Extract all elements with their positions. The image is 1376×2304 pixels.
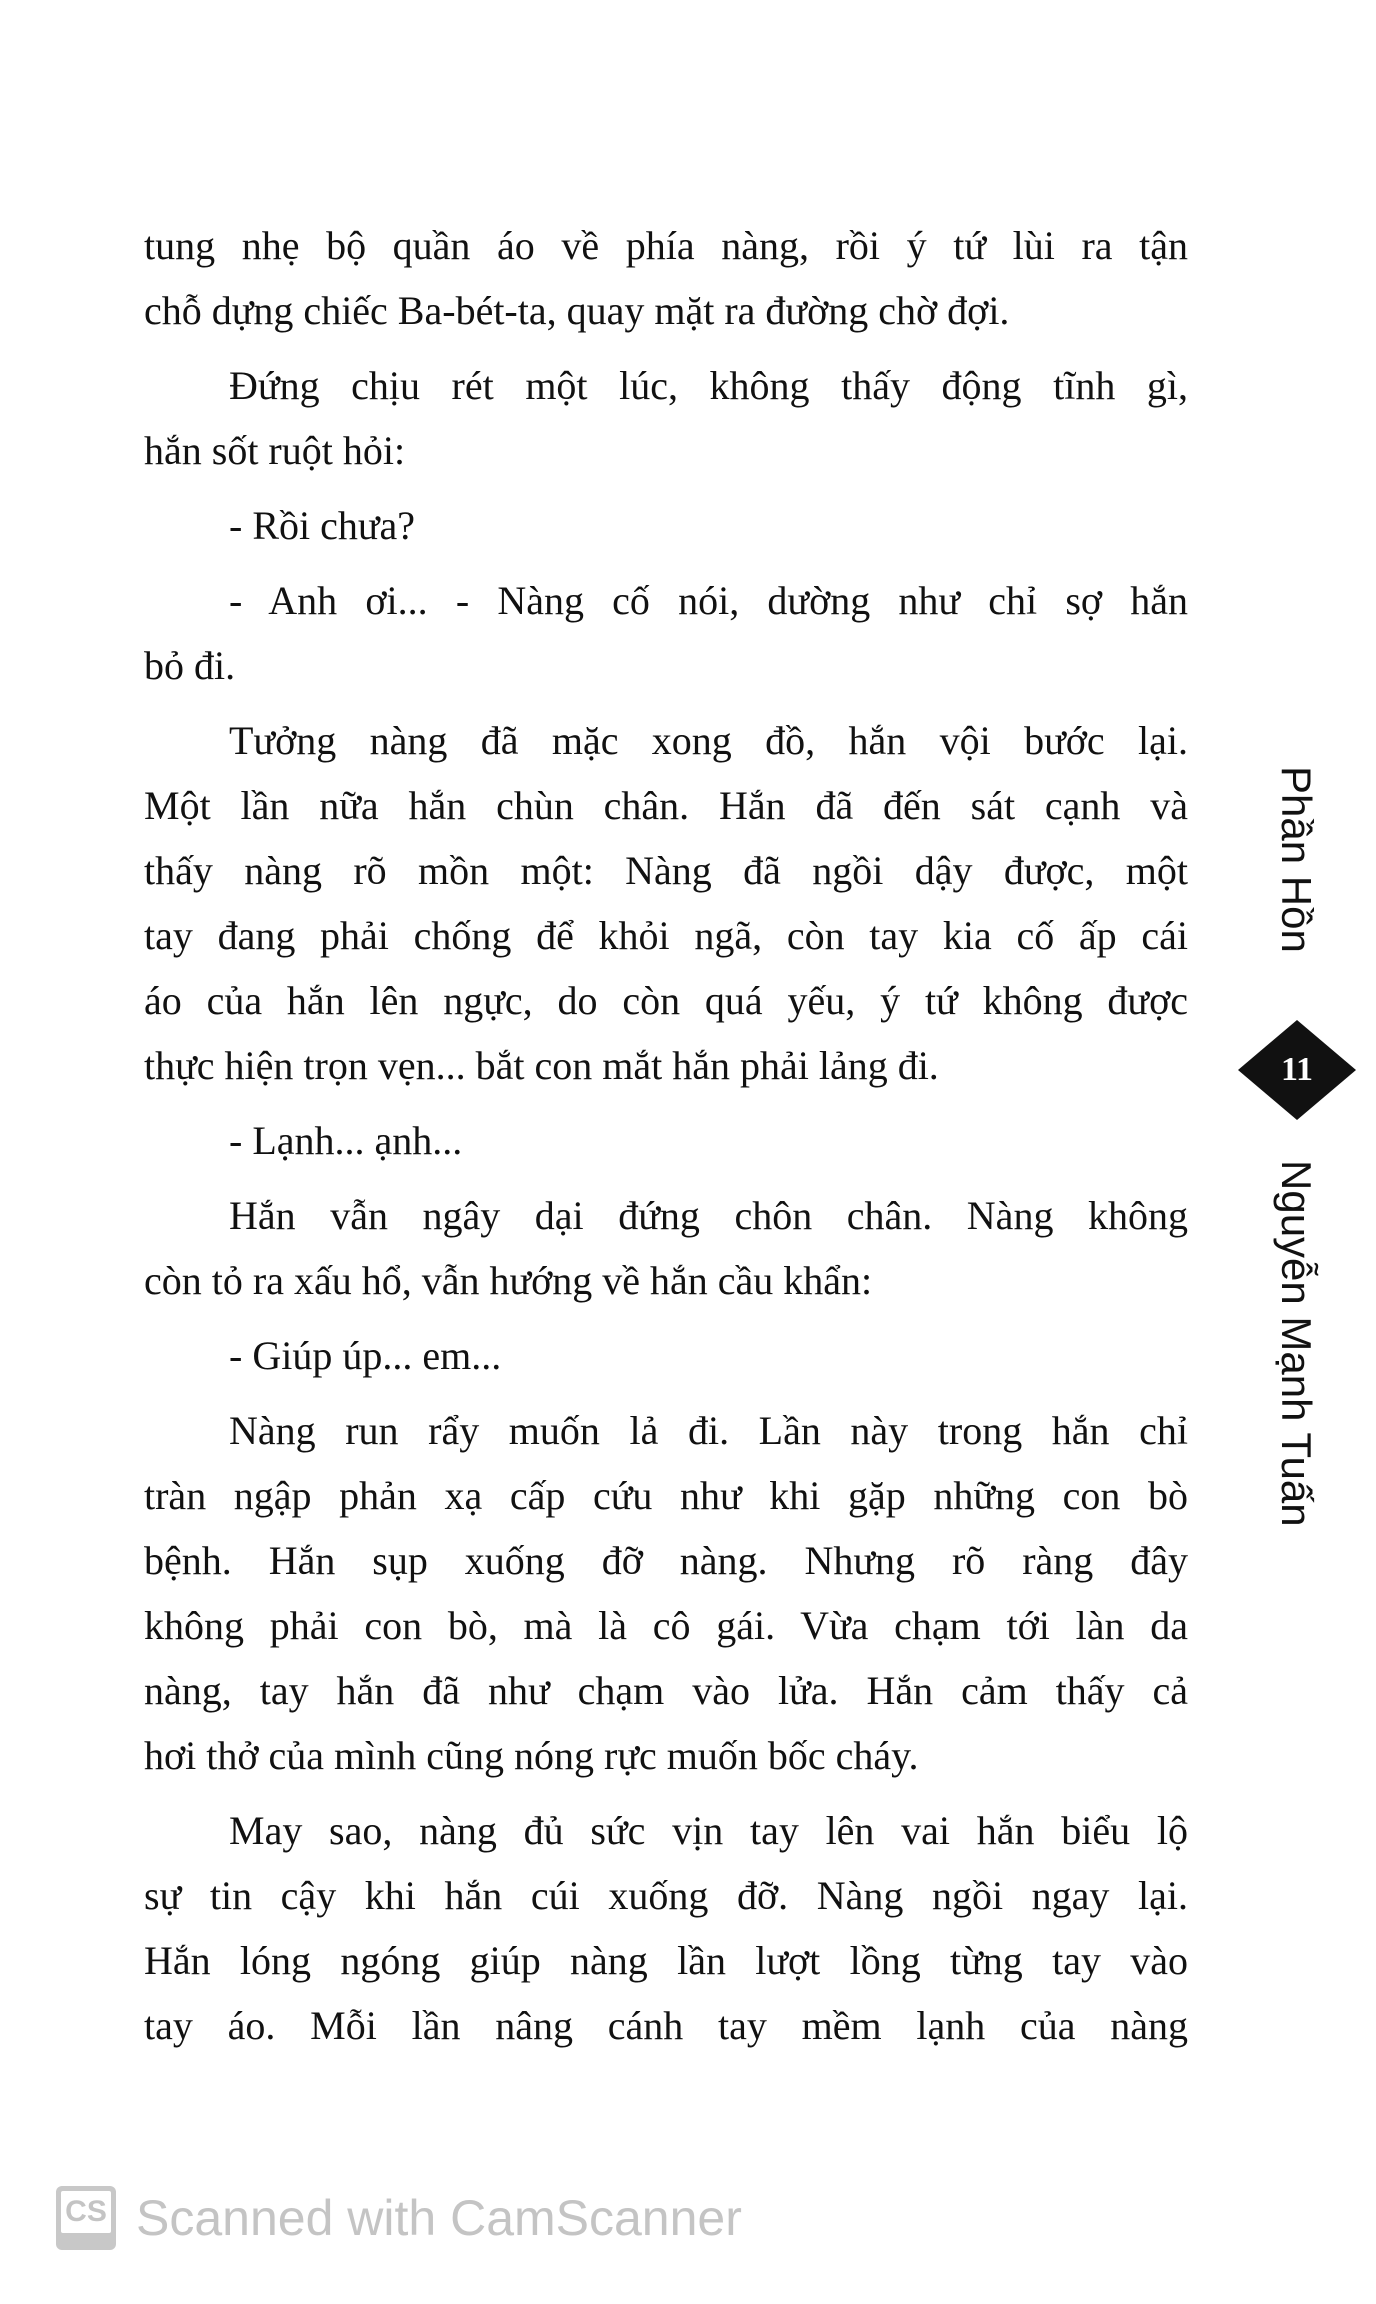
paragraph [144,1183,1188,1313]
watermark-text: Scanned with CamScanner [136,2190,742,2246]
running-header-book-title: Phần Hồn [1273,766,1320,953]
paragraph [144,1798,1188,2058]
text-line: May sao, nàng đủ sức vịn tay lên vai hắn biểu lộ [229,1808,1188,1853]
paragraph [144,568,1188,698]
text-line: tràn ngập phản xạ cấp cứu như khi gặp những con bò [144,1473,1188,1518]
camscanner-watermark [56,2186,742,2250]
running-header-author: Nguyễn Mạnh Tuấn [1273,1160,1320,1527]
page-body-text [144,213,1188,2058]
text-line: Hắn vẫn ngây dại đứng chôn chân. Nàng không [229,1193,1188,1238]
text-line: bỏ đi. [144,643,236,688]
text-line: Đứng chịu rét một lúc, không thấy động tĩnh gì, [229,363,1188,408]
text-line: Một lần nữa hắn chùn chân. Hắn đã đến sát cạnh và [144,783,1188,828]
text-line: sự tin cậy khi hắn cúi xuống đỡ. Nàng ngồi ngay lại. [144,1873,1188,1918]
page-number-badge [1238,1020,1356,1120]
text-line: tay đang phải chống để khỏi ngã, còn tay kia cố ấp cái [144,913,1188,958]
text-line: thực hiện trọn vẹn... bắt con mắt hắn phải lảng đi. [144,1043,939,1088]
text-line: tung nhẹ bộ quần áo về phía nàng, rồi ý tứ lùi ra tận [144,223,1188,268]
paragraph [144,213,1188,343]
paragraph [144,1398,1188,1788]
paragraph [144,353,1188,483]
paragraph [144,708,1188,1098]
text-line: Hắn lóng ngóng giúp nàng lần lượt lồng từng tay vào [144,1938,1188,1983]
text-line: - Anh ơi... - Nàng cố nói, dường như chỉ sợ hắn [229,578,1188,623]
page-number: 11 [1280,1051,1314,1088]
camscanner-logo-icon [56,2186,116,2250]
text-line: - Lạnh... ạnh... [229,1118,463,1163]
paragraph [144,1323,1188,1388]
text-line: tay áo. Mỗi lần nâng cánh tay mềm lạnh của nàng [144,2003,1188,2048]
paragraph [144,493,1188,558]
text-line: Tưởng nàng đã mặc xong đồ, hắn vội bước lại. [229,718,1188,763]
text-line: còn tỏ ra xấu hổ, vẫn hướng về hắn cầu khẩn: [144,1258,873,1303]
text-line: áo của hắn lên ngực, do còn quá yếu, ý tứ không được [144,978,1188,1023]
text-line: hắn sốt ruột hỏi: [144,428,406,473]
text-line: Nàng run rẩy muốn lả đi. Lần này trong hắn chỉ [229,1408,1188,1453]
text-line: - Giúp úp... em... [229,1333,502,1378]
text-line: không phải con bò, mà là cô gái. Vừa chạm tới làn da [144,1603,1188,1648]
text-line: nàng, tay hắn đã như chạm vào lửa. Hắn cảm thấy cả [144,1668,1188,1713]
text-line: thấy nàng rõ mồn một: Nàng đã ngồi dậy được, một [144,848,1188,893]
text-line: bệnh. Hắn sụp xuống đỡ nàng. Nhưng rõ ràng đây [144,1538,1188,1583]
text-line: chỗ dựng chiếc Ba-bét-ta, quay mặt ra đường chờ đợi. [144,288,1010,333]
text-line: - Rồi chưa? [229,503,416,548]
text-line: hơi thở của mình cũng nóng rực muốn bốc cháy. [144,1733,919,1778]
paragraph [144,1108,1188,1173]
camscanner-logo-text: CS [61,2191,111,2233]
